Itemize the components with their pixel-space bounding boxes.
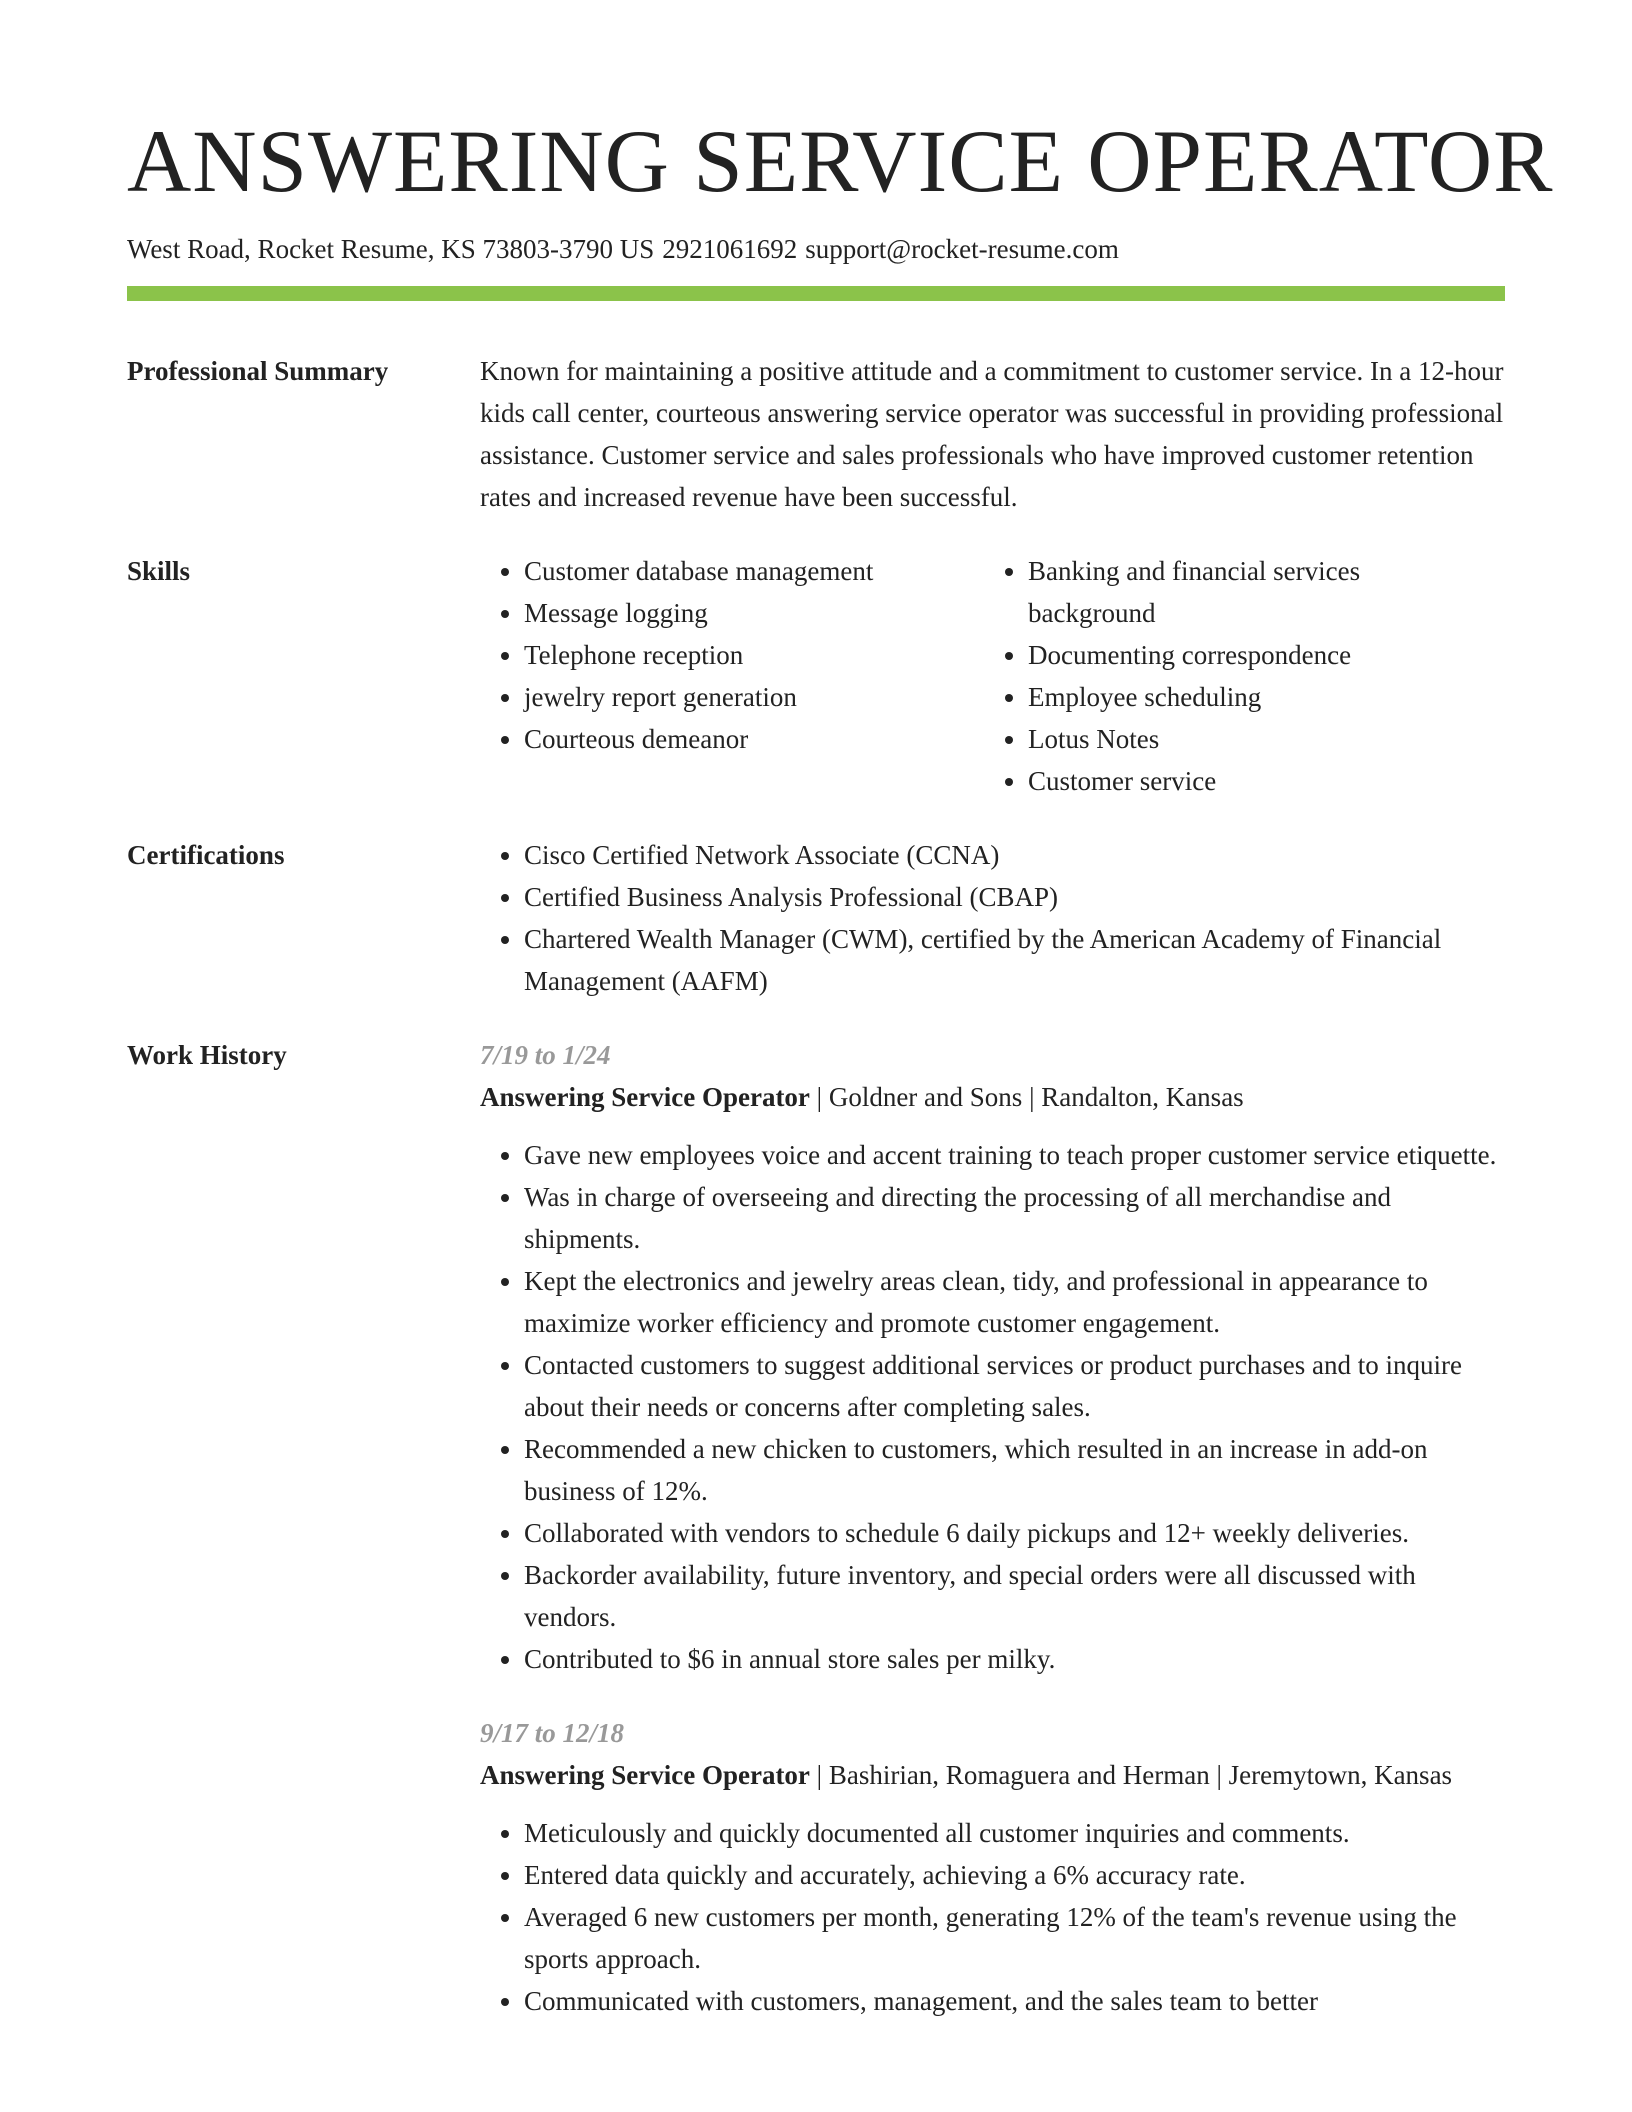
job-title: Answering Service Operator bbox=[480, 1760, 810, 1790]
job-dates: 7/19 to 1/24 bbox=[480, 1040, 611, 1070]
summary-section bbox=[127, 350, 1505, 518]
job-bullet: • Contacted customers to suggest additional services or product purchases and to inquire about their needs or concerns after completing sales. bbox=[524, 1344, 1505, 1428]
certifications-list bbox=[480, 834, 1505, 1002]
job-bullet: • Averaged 6 new customers per month, generating 12% of the team's revenue using the sports approach. bbox=[524, 1896, 1505, 1980]
summary-heading: Professional Summary bbox=[127, 356, 389, 386]
location: Jeremytown, Kansas bbox=[1228, 1760, 1453, 1790]
job-bullet: • Contributed to $6 in annual store sales per milky. bbox=[524, 1638, 1505, 1680]
job-bullet: • Entered data quickly and accurately, achieving a 6% accuracy rate. bbox=[524, 1854, 1505, 1896]
skills-list-1 bbox=[480, 550, 984, 760]
job-bullet: • Kept the electronics and jewelry areas clean, tidy, and professional in appearance to maximize worker efficiency and promote customer engagement. bbox=[524, 1260, 1505, 1344]
section-spacer bbox=[127, 1002, 1505, 1034]
section-spacer bbox=[127, 518, 1505, 550]
skill-item: • Lotus Notes bbox=[1028, 718, 1488, 760]
job-entry bbox=[480, 1034, 1505, 1680]
work-history-section bbox=[127, 1034, 1505, 2022]
skill-item: • Message logging bbox=[524, 592, 984, 634]
resume-body bbox=[127, 350, 1505, 2022]
skill-item: • Banking and financial services background bbox=[1028, 550, 1488, 634]
company: Bashirian, Romaguera and Herman bbox=[828, 1760, 1210, 1790]
certifications-section bbox=[127, 834, 1505, 1002]
skills-section bbox=[127, 550, 1505, 802]
job-bullet: • Meticulously and quickly documented all customer inquiries and comments. bbox=[524, 1812, 1505, 1854]
skill-item: • Customer service bbox=[1028, 760, 1488, 802]
job-bullets bbox=[480, 1812, 1505, 2022]
job-bullet: • Was in charge of overseeing and directing the processing of all merchandise and shipments. bbox=[524, 1176, 1505, 1260]
job-dates: 9/17 to 12/18 bbox=[480, 1718, 625, 1748]
skill-item: • Documenting correspondence bbox=[1028, 634, 1488, 676]
skills-heading: Skills bbox=[127, 556, 191, 586]
contact-line bbox=[127, 233, 1119, 265]
skills-column-2 bbox=[984, 550, 1488, 802]
work-history-content bbox=[480, 1034, 1505, 2022]
email: support@rocket-resume.com bbox=[805, 234, 1119, 264]
section-spacer bbox=[127, 802, 1505, 834]
job-bullet: • Gave new employees voice and accent training to teach proper customer service etiquette. bbox=[524, 1134, 1505, 1176]
job-bullet: • Recommended a new chicken to customers, which resulted in an increase in add-on business of 12%. bbox=[524, 1428, 1505, 1512]
location: Randalton, Kansas bbox=[1041, 1082, 1244, 1112]
company: Goldner and Sons bbox=[828, 1082, 1023, 1112]
separator: | bbox=[816, 1760, 823, 1790]
candidate-name: ANSWERING SERVICE OPERATOR bbox=[127, 113, 1554, 211]
job-heading bbox=[480, 1076, 1505, 1118]
job-title: Answering Service Operator bbox=[480, 1082, 810, 1112]
phone: 2921061692 bbox=[662, 234, 798, 264]
certifications-content bbox=[480, 834, 1505, 1002]
certification-item: • Cisco Certified Network Associate (CCNA) bbox=[524, 834, 1505, 876]
job-bullet: • Communicated with customers, management, and the sales team to better bbox=[524, 1980, 1505, 2022]
skill-item: • Telephone reception bbox=[524, 634, 984, 676]
job-bullet: • Backorder availability, future inventory, and special orders were all discussed with vendors. bbox=[524, 1554, 1505, 1638]
separator: | bbox=[1216, 1760, 1222, 1790]
summary-text: Known for maintaining a positive attitude and a commitment to customer service. In a 12-hour kids call center, courteous answering service operator was successful in providing professional assistance. Customer service and sales professionals who have improved customer retention rates and increased revenue have been successful. bbox=[480, 356, 1504, 512]
accent-divider bbox=[127, 286, 1505, 301]
skill-item: • Customer database management bbox=[524, 550, 984, 592]
job-bullets bbox=[480, 1134, 1505, 1680]
job-bullet: • Collaborated with vendors to schedule 6 daily pickups and 12+ weekly deliveries. bbox=[524, 1512, 1505, 1554]
work-history-heading: Work History bbox=[127, 1040, 287, 1070]
job-heading bbox=[480, 1754, 1505, 1796]
skills-grid bbox=[480, 550, 1505, 802]
skills-content bbox=[480, 550, 1505, 802]
skills-list-2 bbox=[984, 550, 1488, 802]
job-entry bbox=[480, 1712, 1505, 2022]
skill-item: • Courteous demeanor bbox=[524, 718, 984, 760]
certification-item: • Certified Business Analysis Professional (CBAP) bbox=[524, 876, 1505, 918]
address: West Road, Rocket Resume, KS 73803-3790 US bbox=[127, 234, 655, 264]
certification-item: • Chartered Wealth Manager (CWM), certified by the American Academy of Financial Management (AAFM) bbox=[524, 918, 1505, 1002]
skills-column-1 bbox=[480, 550, 984, 802]
certifications-heading: Certifications bbox=[127, 840, 285, 870]
separator: | bbox=[1029, 1082, 1035, 1112]
summary-content bbox=[480, 350, 1505, 518]
separator: | bbox=[816, 1082, 823, 1112]
skill-item: • jewelry report generation bbox=[524, 676, 984, 718]
skill-item: • Employee scheduling bbox=[1028, 676, 1488, 718]
